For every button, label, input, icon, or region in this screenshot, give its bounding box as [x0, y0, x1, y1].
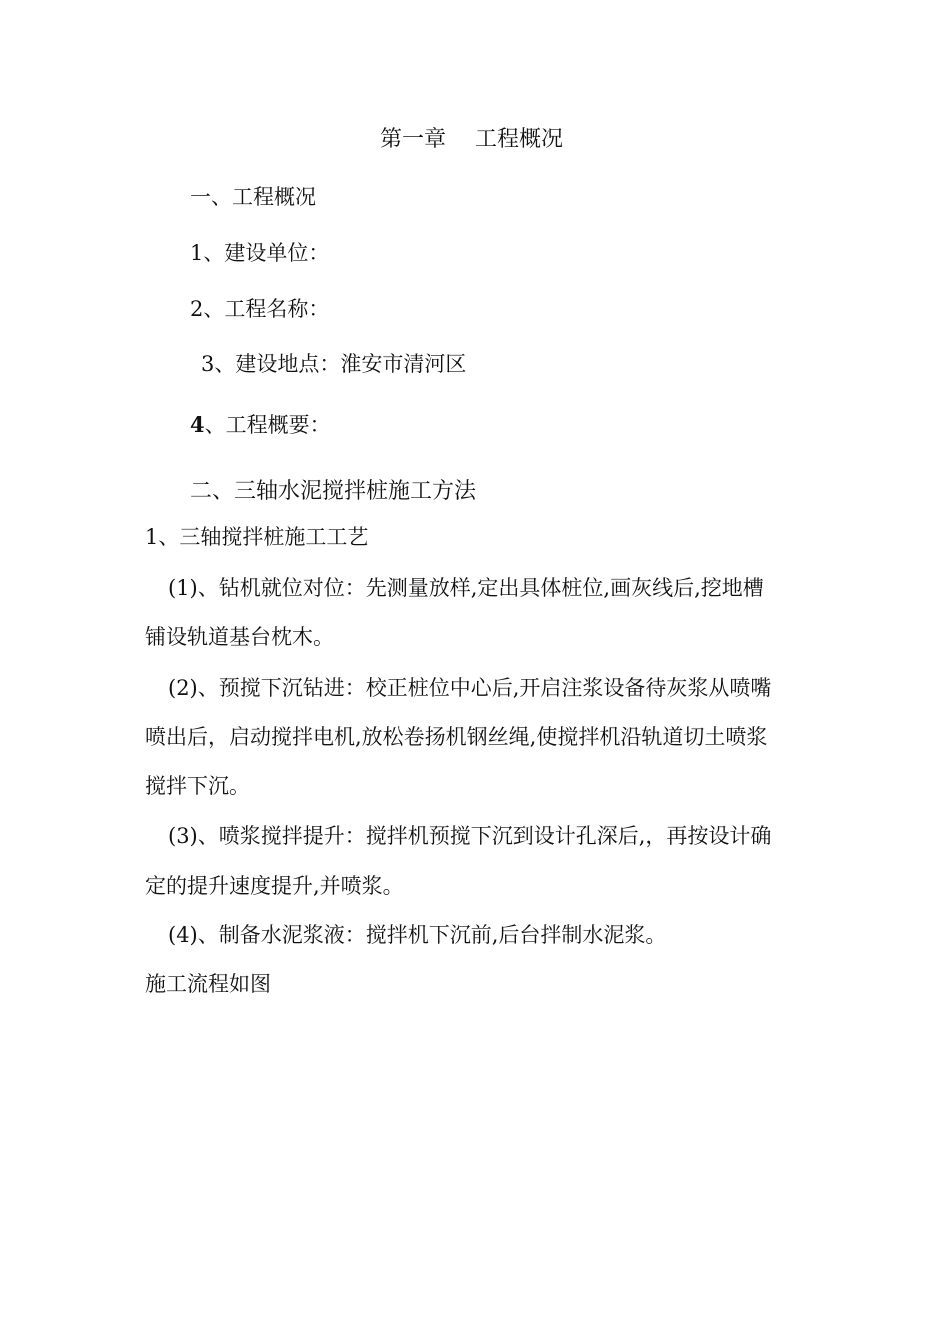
- step3-line1: (3)、喷浆搅拌提升：搅拌机预搅下沉到设计孔深后,，再按设计确: [168, 824, 772, 848]
- chapter-title: 第一章 工程概况: [380, 127, 563, 152]
- step1-line2: 铺设轨道基台枕木。: [145, 625, 334, 649]
- section1-heading: 一、工程概况: [190, 185, 316, 209]
- item-project-overview: [190, 411, 331, 439]
- step3-line2: 定的提升速度提升,并喷浆。: [145, 874, 404, 898]
- item-project-overview-label: 、工程概要：: [204, 413, 331, 437]
- step2-line2: 喷出后，启动搅拌电机,放松卷扬机钢丝绳,使搅拌机沿轨道切土喷浆: [145, 725, 768, 749]
- item-construction-unit: 1、建设单位：: [190, 241, 330, 265]
- subsection-process-title: 1、三轴搅拌桩施工工艺: [145, 525, 369, 549]
- item-construction-site: 3、建设地点：淮安市清河区: [201, 352, 467, 376]
- step2-line1: (2)、预搅下沉钻进：校正桩位中心后,开启注浆设备待灰浆从喷嘴: [168, 676, 772, 700]
- step2-line3: 搅拌下沉。: [145, 774, 250, 798]
- item-project-name: 2、工程名称：: [190, 297, 330, 321]
- item-project-overview-number: 4: [190, 412, 205, 437]
- step1-line1: (1)、钻机就位对位：先测量放样,定出具体桩位,画灰线后,挖地槽: [168, 576, 764, 600]
- step4-line1: (4)、制备水泥浆液：搅拌机下沉前,后台拌制水泥浆。: [168, 923, 667, 947]
- flow-chart-caption: 施工流程如图: [145, 972, 271, 996]
- section2-heading: 二、三轴水泥搅拌桩施工方法: [190, 479, 477, 504]
